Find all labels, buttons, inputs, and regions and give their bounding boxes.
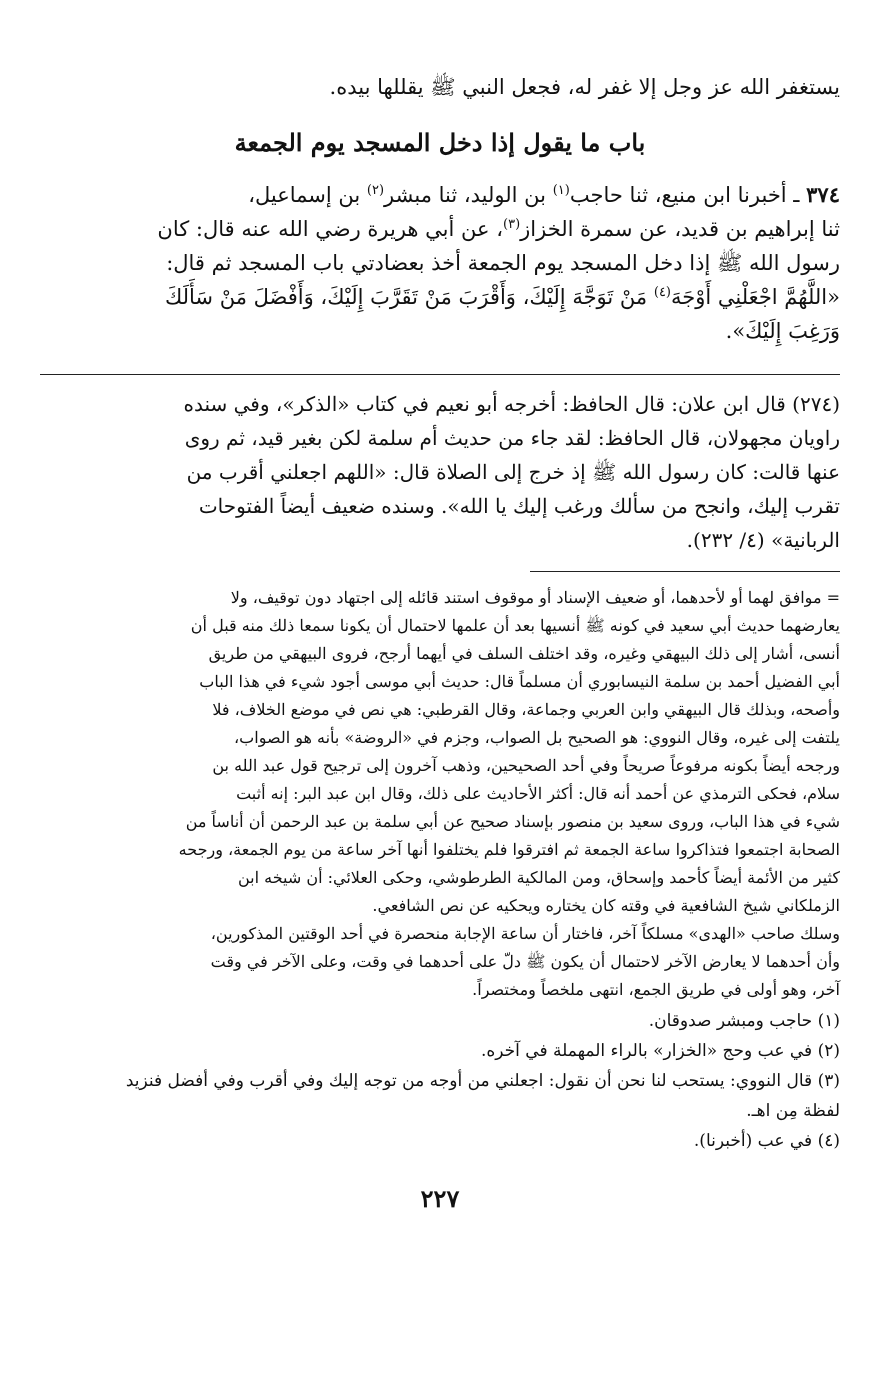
footnote-line: كثير من الأئمة أيضاً كأحمد وإسحاق، ومن المالكية الطرطوشي، وحكى العلائي: أن شيخه ابن xyxy=(237,868,840,887)
footnote-line: وأصحه، وبذلك قال البيهقي وابن العربي وجماعة، وقال القرطبي: هي نص في موضع الخلاف، فلا xyxy=(212,700,840,719)
commentary-line: راويان مجهولان، قال الحافظ: لقد جاء من حديث أم سلمة لكن بغير قيد، ثم روى xyxy=(184,426,840,450)
document-page xyxy=(40,70,840,1216)
hadith-number: ٣٧٤ xyxy=(806,182,840,207)
hadith-line-3: رسول الله ﷺ إذا دخل المسجد يوم الجمعة أخذ بعضادتي باب المسجد ثم قال: xyxy=(166,251,840,275)
footnote-ref-3: (٣) xyxy=(503,217,521,232)
hadith-line-1-part-a: ـ أخبرنا ابن منيع، ثنا حاجب xyxy=(569,183,800,207)
hadith-line-4-part-a: «اللَّهُمَّ اجْعَلْنِي أَوْجَهَ xyxy=(671,285,840,309)
hadith-line-2-part-a: ثنا إبراهيم بن قديد، عن سمرة الخزاز xyxy=(520,217,840,241)
page-number: ٢٢٧ xyxy=(420,1184,460,1213)
hadith-line-5: وَرَغِبَ إِلَيْكَ». xyxy=(725,319,840,343)
section-divider xyxy=(40,374,840,375)
hadith-line-4-part-b: مَنْ تَوَجَّهَ إِلَيْكَ، وَأَقْرَبَ مَنْ تَقَرَّبَ إِلَيْكَ، وَأَفْضَلَ مَنْ سَأَلَكَ xyxy=(164,285,648,309)
footnote-line: أبي الفضيل أحمد بن سلمة النيسابوري أن مسلماً قال: حديث أبي موسى أجود شيء في هذا الباب xyxy=(199,672,840,691)
chapter-title: باب ما يقول إذا دخل المسجد يوم الجمعة xyxy=(234,128,646,157)
footnote-line: يعارضهما حديث أبي سعيد في كونه ﷺ أنسيها بعد أن علمها لاحتمال أن يكونا سمعا ذلك منه قبل أن xyxy=(190,616,840,635)
footnote-3: (٣) قال النووي: يستحب لنا نحن أن نقول: اجعلني من أوجه من توجه إليك وفي أقرب وفي أفضل فنزيد xyxy=(125,1071,840,1091)
footnote-line: يلتفت إلى غيره، وقال النووي: هو الصحيح بل الصواب، وجزم في «الروضة» بأنه هو الصواب، xyxy=(234,728,840,747)
footnote-line: وأن أحدهما لا يعارض الآخر لاحتمال أن يكون ﷺ دلّ على أحدهما في وقت، وعلى الآخر في وقت xyxy=(210,952,840,971)
footnote-2: (٢) في عب وحج «الخزار» بالراء المهملة في آخره. xyxy=(480,1041,840,1061)
hadith-line-1-part-b: بن الوليد، ثنا مبشر xyxy=(384,183,547,207)
footnotes xyxy=(40,1006,840,1156)
footnote-ref-1: (١) xyxy=(552,183,570,198)
footnote-4: (٤) في عب (أخبرنا). xyxy=(693,1131,840,1151)
footnote-1: (١) حاجب ومبشر صدوقان. xyxy=(648,1011,840,1031)
footnote-line: الزملكاني شيخ الشافعية في وقته كان يختاره ويحكيه عن نص الشافعي. xyxy=(372,896,840,915)
hadith-line-2 xyxy=(40,212,840,246)
footnote-line: = موافق لهما أو لأحدهما، أو ضعيف الإسناد أو موقوف استند قائله إلى اجتهاد دون توقيف، ولا xyxy=(230,588,840,607)
footnote-divider xyxy=(530,571,840,572)
commentary-line: الربانية» (٤/ ٢٣٢). xyxy=(686,528,840,552)
hadith-line-1-part-c: بن إسماعيل، xyxy=(248,183,361,207)
footnote-line: الصحابة اجتمعوا فتذاكروا ساعة الجمعة ثم افترقوا فلم يختلفوا أنها آخر ساعة من يوم الجمعة، ورجحه xyxy=(178,840,840,859)
hadith-line-1 xyxy=(40,178,840,212)
footnote-line: شيء في هذا الباب، وروى سعيد بن منصور بإسناد صحيح عن أبي سلمة بن عبد الرحمن أن أناساً من xyxy=(185,812,840,831)
commentary-line: تقرب إليك، وانجح من سألك ورغب إليك يا الله». وسنده ضعيف أيضاً الفتوحات xyxy=(198,494,840,518)
commentary xyxy=(40,387,840,557)
hadith-text xyxy=(40,178,840,348)
footnote-3-continued: لفظة مِن اهـ. xyxy=(746,1101,840,1121)
commentary-line: (٢٧٤) قال ابن علان: قال الحافظ: أخرجه أبو نعيم في كتاب «الذكر»، وفي سنده xyxy=(183,392,840,416)
commentary-line: عنها قالت: كان رسول الله ﷺ إذ خرج إلى الصلاة قال: «اللهم اجعلني أقرب من xyxy=(186,460,840,484)
footnote-line: أنسى، أشار إلى ذلك البيهقي وغيره، وقد اختلف السلف في أيهما أرجح، فروى البيهقي من طريق xyxy=(208,644,840,663)
hadith-line-4 xyxy=(40,280,840,314)
continued-footnote xyxy=(40,584,840,1004)
hadith-line-2-part-b: ، عن أبي هريرة رضي الله عنه قال: كان xyxy=(157,217,503,241)
footnote-line: سلام، فحكى الترمذي عن أحمد أنه قال: أكثر الأحاديث على ذلك، وقال ابن عبد البر: إنه أثبت xyxy=(236,784,840,803)
footnote-line: وسلك صاحب «الهدى» مسلكاً آخر، فاختار أن ساعة الإجابة منحصرة في أحد الوقتين المذكورين، xyxy=(210,924,840,943)
footnote-line: ورجحه أيضاً بكونه مرفوعاً صريحاً وفي أحد الصحيحين، وذهب آخرون إلى ترجيح قول عبد الله بن xyxy=(212,756,840,775)
footnote-ref-2: (٢) xyxy=(366,183,385,198)
continuation-line: يستغفر الله عز وجل إلا غفر له، فجعل النبي ﷺ يقللها بيده. xyxy=(329,75,840,99)
footnote-line: آخر، وهو أولى في طريق الجمع، انتهى ملخصاً ومختصراً. xyxy=(472,980,840,999)
footnote-ref-4: (٤) xyxy=(653,285,671,300)
